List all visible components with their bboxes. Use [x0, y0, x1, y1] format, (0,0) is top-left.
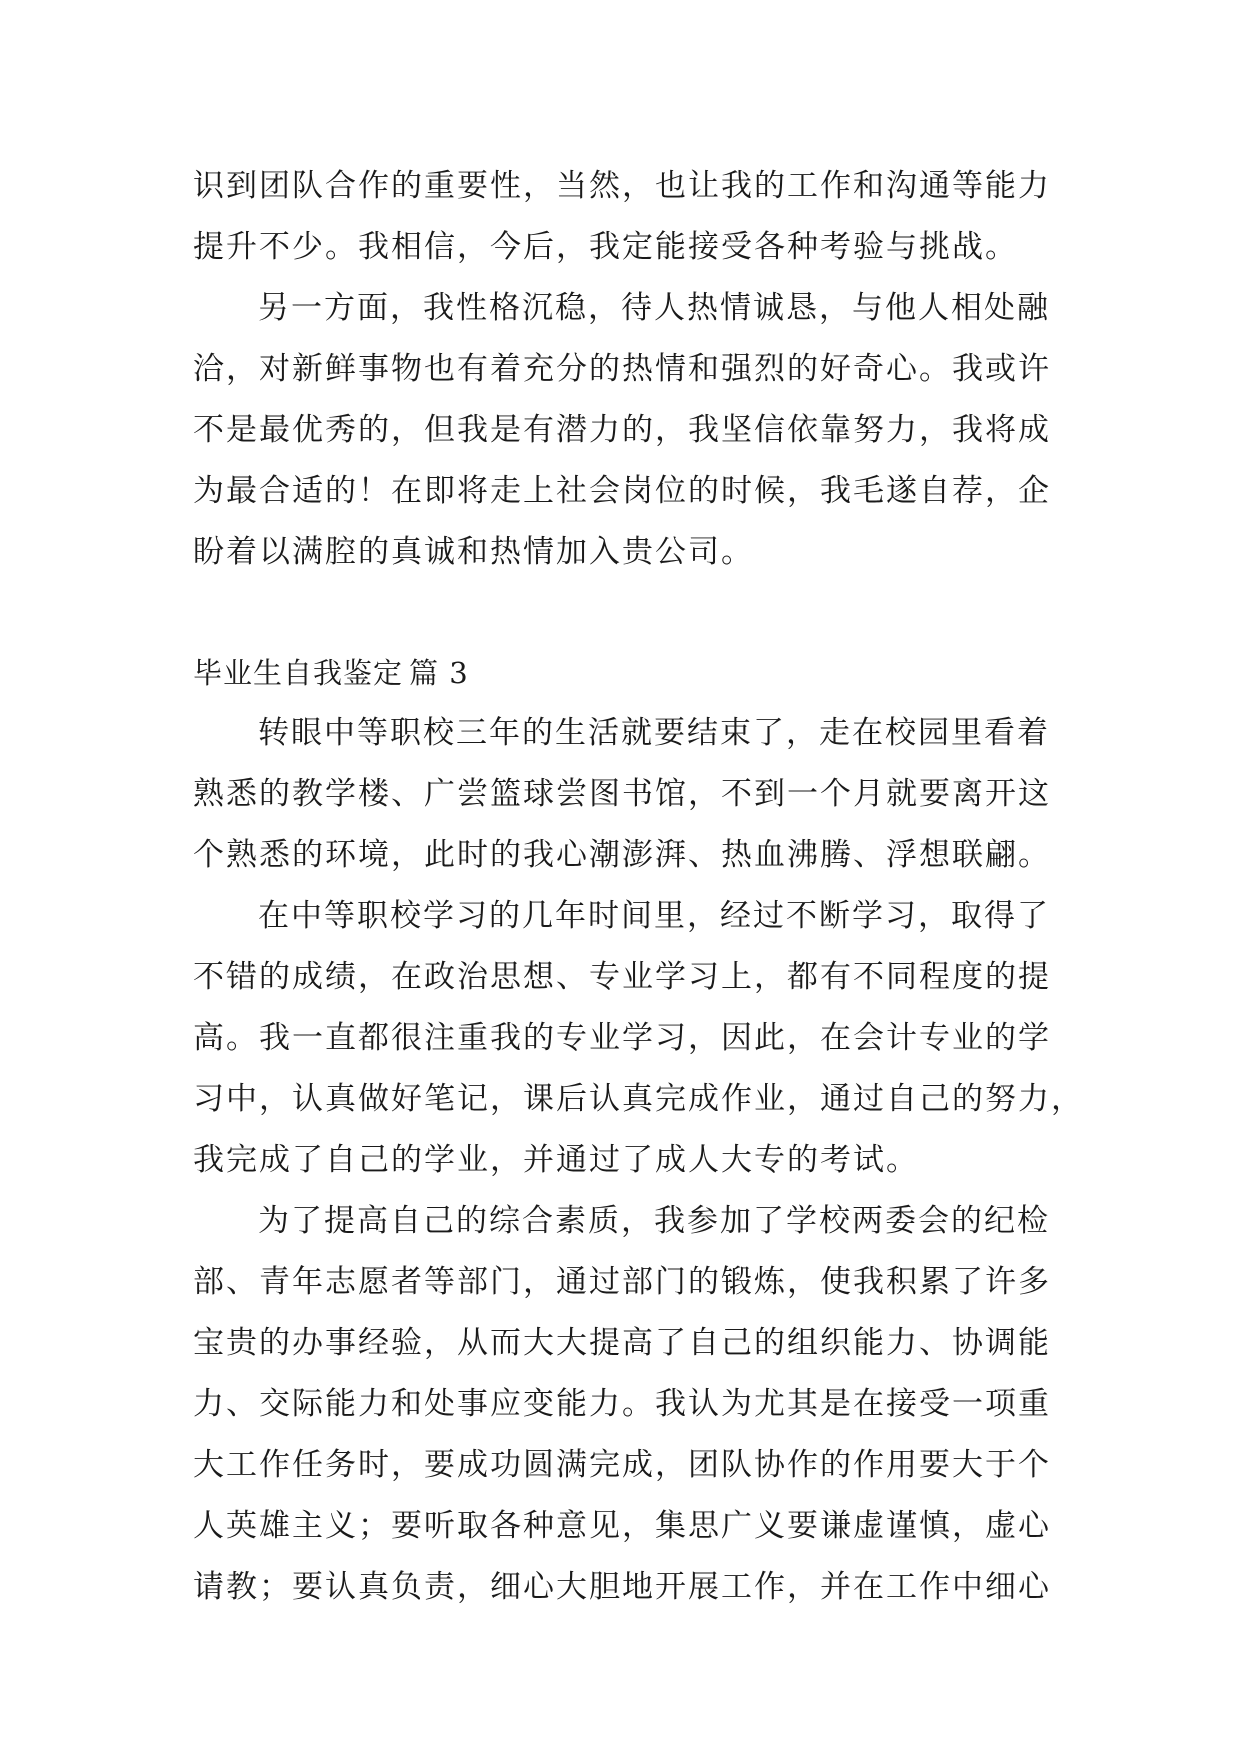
- text-line: 为了提高自己的综合素质，我参加了学校两委会的纪检: [258, 1203, 1050, 1239]
- paragraph: [193, 703, 1073, 886]
- paragraph-continued: [193, 156, 1073, 278]
- text-line: 高。我一直都很注重我的专业学习，因此，在会计专业的学: [193, 1020, 1051, 1056]
- text-line: 力、交际能力和处事应变能力。我认为尤其是在接受一项重: [193, 1386, 1051, 1422]
- text-line: 习中，认真做好笔记，课后认真完成作业，通过自己的努力，: [193, 1081, 1084, 1117]
- section-title: 毕业生自我鉴定: [193, 656, 404, 690]
- text-line: 我完成了自己的学业，并通过了成人大专的考试。: [193, 1142, 919, 1178]
- document-body: [193, 156, 1084, 1618]
- text-line: 转眼中等职校三年的生活就要结束了，走在校园里看着: [258, 715, 1050, 751]
- spacer: [193, 583, 1073, 643]
- text-line: 大工作任务时，要成功圆满完成，团队协作的作用要大于个: [193, 1447, 1051, 1483]
- text-line: 盼着以满腔的真诚和热情加入贵公司。: [193, 534, 754, 570]
- section-heading: [193, 643, 1073, 703]
- text-line: 识到团队合作的重要性，当然，也让我的工作和沟通等能力: [193, 168, 1051, 204]
- text-line: 人英雄主义；要听取各种意见，集思广义要谦虚谨慎，虚心: [193, 1508, 1051, 1544]
- text-line: 不是最优秀的，但我是有潜力的，我坚信依靠努力，我将成: [193, 412, 1051, 448]
- text-line: 个熟悉的环境，此时的我心潮澎湃、热血沸腾、浮想联翩。: [193, 837, 1051, 873]
- paragraph: [193, 1191, 1073, 1618]
- text-line: 请教；要认真负责，细心大胆地开展工作，并在工作中细心: [193, 1569, 1051, 1605]
- text-line: 洽，对新鲜事物也有着充分的热情和强烈的好奇心。我或许: [193, 351, 1051, 387]
- section-part: 篇 3: [409, 656, 469, 690]
- paragraph: [193, 886, 1084, 1191]
- text-line: 不错的成绩，在政治思想、专业学习上，都有不同程度的提: [193, 959, 1051, 995]
- text-line: 另一方面，我性格沉稳，待人热情诚恳，与他人相处融: [258, 290, 1050, 326]
- text-line: 部、青年志愿者等部门，通过部门的锻炼，使我积累了许多: [193, 1264, 1051, 1300]
- text-line: 提升不少。我相信，今后，我定能接受各种考验与挑战。: [193, 229, 1018, 265]
- text-line: 在中等职校学习的几年时间里，经过不断学习，取得了: [258, 898, 1050, 934]
- paragraph: [193, 278, 1073, 583]
- text-line: 熟悉的教学楼、广尝篮球尝图书馆，不到一个月就要离开这: [193, 776, 1051, 812]
- text-line: 宝贵的办事经验，从而大大提高了自己的组织能力、协调能: [193, 1325, 1051, 1361]
- text-line: 为最合适的！在即将走上社会岗位的时候，我毛遂自荐，企: [193, 473, 1051, 509]
